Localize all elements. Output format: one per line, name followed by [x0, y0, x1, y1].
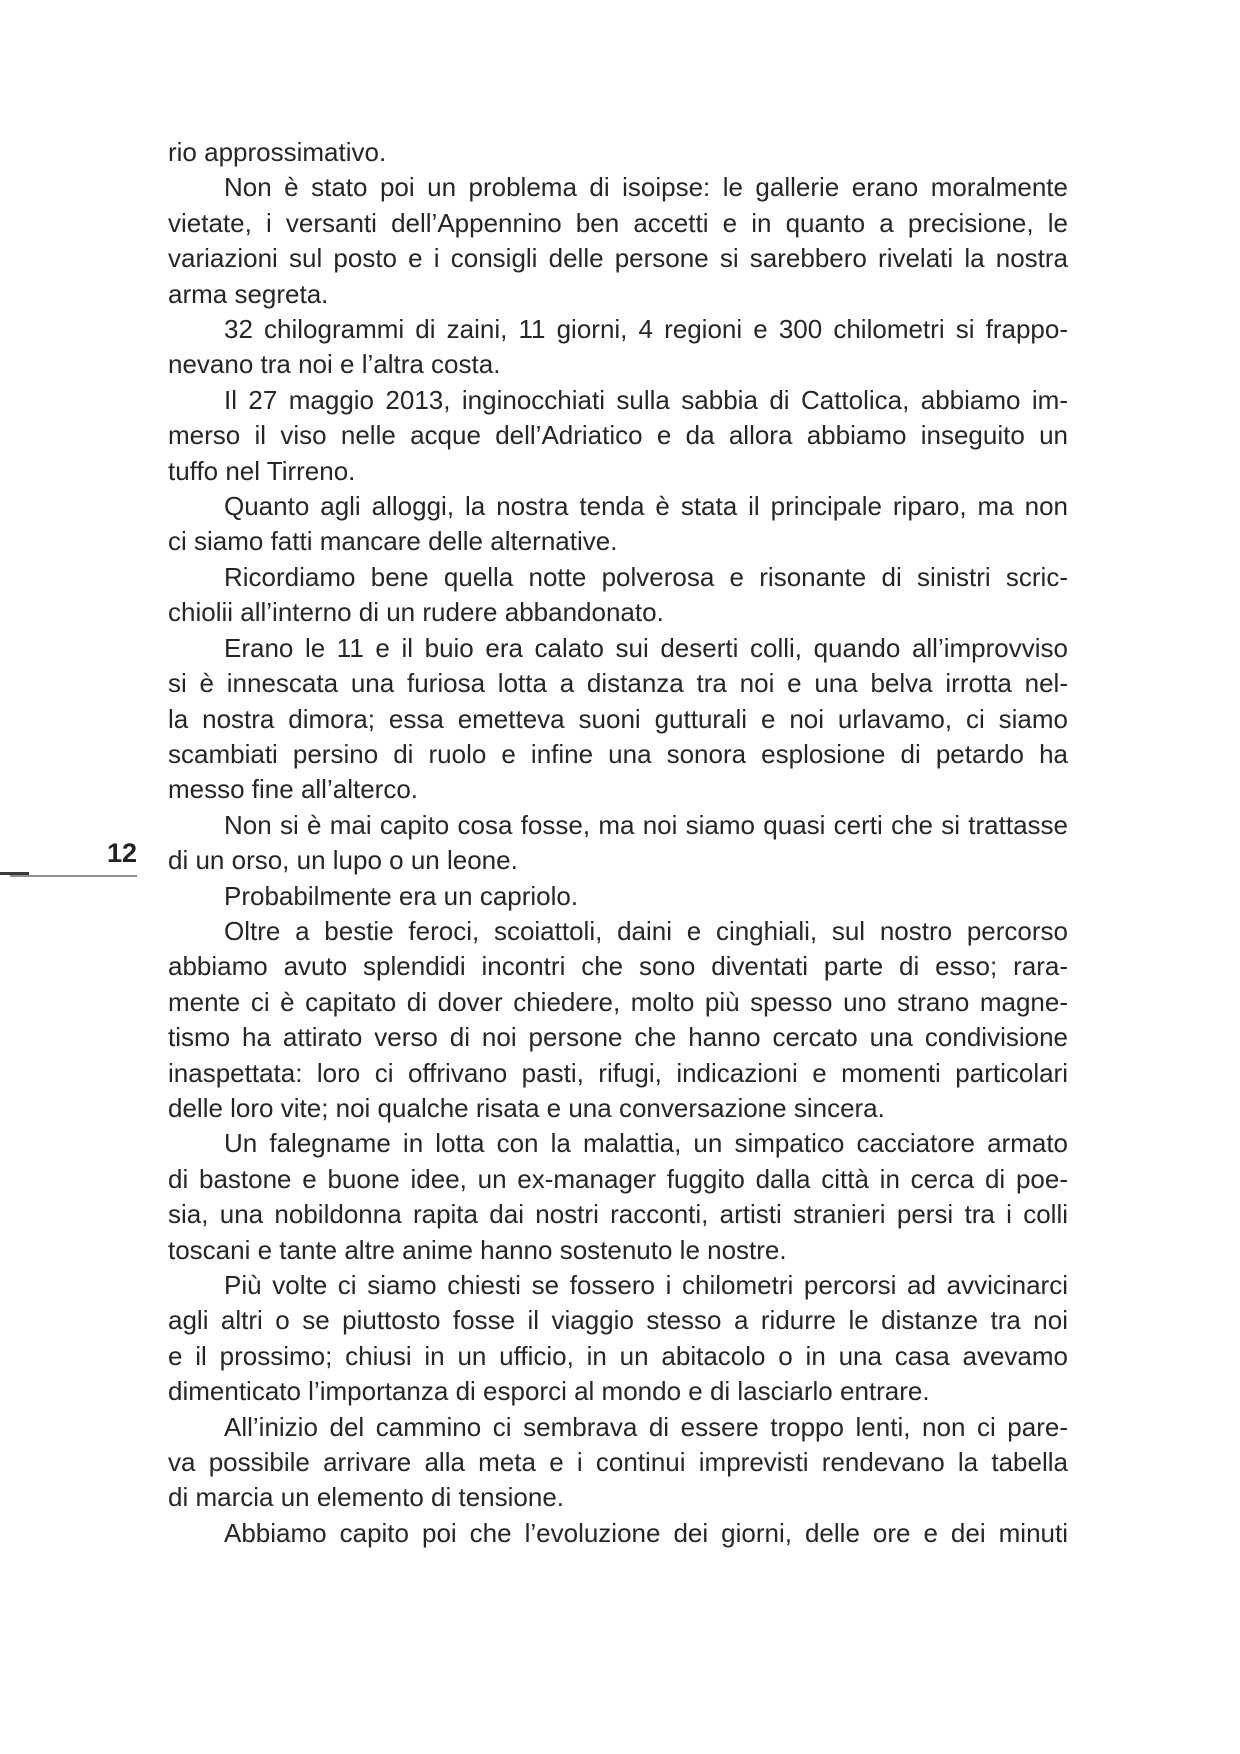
text-line: All’inizio del cammino ci sembrava di essere troppo lenti, non ci pare- [224, 1411, 1068, 1442]
text-line: tuffo nel Tirreno. [168, 455, 356, 486]
text-line: nevano tra noi e l’altra costa. [168, 349, 501, 380]
text-line: chiolii all’interno di un rudere abbandonato. [168, 597, 664, 628]
page-number-rule-light [10, 875, 137, 877]
text-line: rio approssimativo. [168, 137, 387, 167]
text-line: Abbiamo capito poi che l’evoluzione dei giorni, delle ore e dei minuti [224, 1517, 1068, 1548]
text-line: Oltre a bestie feroci, scoiattoli, daini e cinghiali, sul nostro percorso [224, 915, 1068, 946]
text-line: messo fine all’alterco. [168, 774, 418, 805]
text-line: inaspettata: loro ci offrivano pasti, rifugi, indicazioni e momenti particolari [168, 1057, 1068, 1088]
page-number: 12 [106, 838, 137, 868]
text-line: agli altri o se piuttosto fosse il viaggio stesso a ridurre le distanze tra noi [168, 1305, 1068, 1336]
text-line: tismo ha attirato verso di noi persone che hanno cercato una condivisione [168, 1022, 1068, 1053]
text-line: Erano le 11 e il buio era calato sui deserti colli, quando all’improvviso [224, 632, 1068, 663]
text-line: Il 27 maggio 2013, inginocchiati sulla sabbia di Cattolica, abbiamo im- [224, 384, 1068, 415]
body-text [168, 135, 1068, 1551]
text-line: Non si è mai capito cosa fosse, ma noi siamo quasi certi che si trattasse [224, 809, 1068, 840]
text-line: arma segreta. [168, 278, 329, 309]
text-line: Ricordiamo bene quella notte polverosa e risonante di sinistri scric- [224, 561, 1068, 592]
text-line: toscani e tante altre anime hanno sostenuto le nostre. [168, 1234, 787, 1265]
text-line: sia, una nobildonna rapita dai nostri racconti, artisti stranieri persi tra i colli [168, 1199, 1068, 1230]
text-line: ci siamo fatti mancare delle alternative. [168, 526, 618, 557]
text-line: di un orso, un lupo o un leone. [168, 845, 518, 876]
text-line: Probabilmente era un capriolo. [224, 880, 579, 911]
text-line: di marcia un elemento di tensione. [168, 1482, 565, 1513]
text-line: scambiati persino di ruolo e infine una sonora esplosione di petardo ha [168, 738, 1068, 769]
text-line: dimenticato l’importanza di esporci al mondo e di lasciarlo entrare. [168, 1376, 930, 1407]
text-line: vietate, i versanti dell’Appennino ben accetti e in quanto a precisione, le [168, 207, 1068, 238]
text-line: delle loro vite; noi qualche risata e una conversazione sincera. [168, 1092, 885, 1123]
text-line: va possibile arrivare alla meta e i continui imprevisti rendevano la tabella [168, 1447, 1068, 1478]
page-number-block [0, 0, 140, 1754]
text-line: merso il viso nelle acque dell’Adriatico e da allora abbiamo inseguito un [168, 420, 1068, 451]
text-line: e il prossimo; chiusi in un ufficio, in un abitacolo o in una casa avevamo [168, 1340, 1068, 1371]
text-line: variazioni sul posto e i consigli delle persone si sarebbero rivelati la nostra [168, 243, 1068, 274]
text-line: 32 chilogrammi di zaini, 11 giorni, 4 regioni e 300 chilometri si frappo- [224, 314, 1068, 345]
text-line: Un falegname in lotta con la malattia, un simpatico cacciatore armato [224, 1128, 1068, 1159]
text-line: Quanto agli alloggi, la nostra tenda è stata il principale riparo, ma non [224, 491, 1068, 522]
text-line: Più volte ci siamo chiesti se fossero i chilometri percorsi ad avvicinarci [224, 1270, 1068, 1300]
text-line: Non è stato poi un problema di isoipse: le gallerie erano moralmente [224, 172, 1068, 203]
text-line: abbiamo avuto splendidi incontri che sono diventati parte di esso; rara- [168, 951, 1068, 982]
text-line: si è innescata una furiosa lotta a distanza tra noi e una belva irrotta nel- [168, 668, 1068, 699]
text-line: mente ci è capitato di dover chiedere, molto più spesso uno strano magne- [168, 986, 1068, 1017]
text-line: di bastone e buone idee, un ex-manager fuggito dalla città in cerca di poe- [168, 1163, 1068, 1194]
text-line: la nostra dimora; essa emetteva suoni gutturali e noi urlavamo, ci siamo [168, 703, 1068, 734]
